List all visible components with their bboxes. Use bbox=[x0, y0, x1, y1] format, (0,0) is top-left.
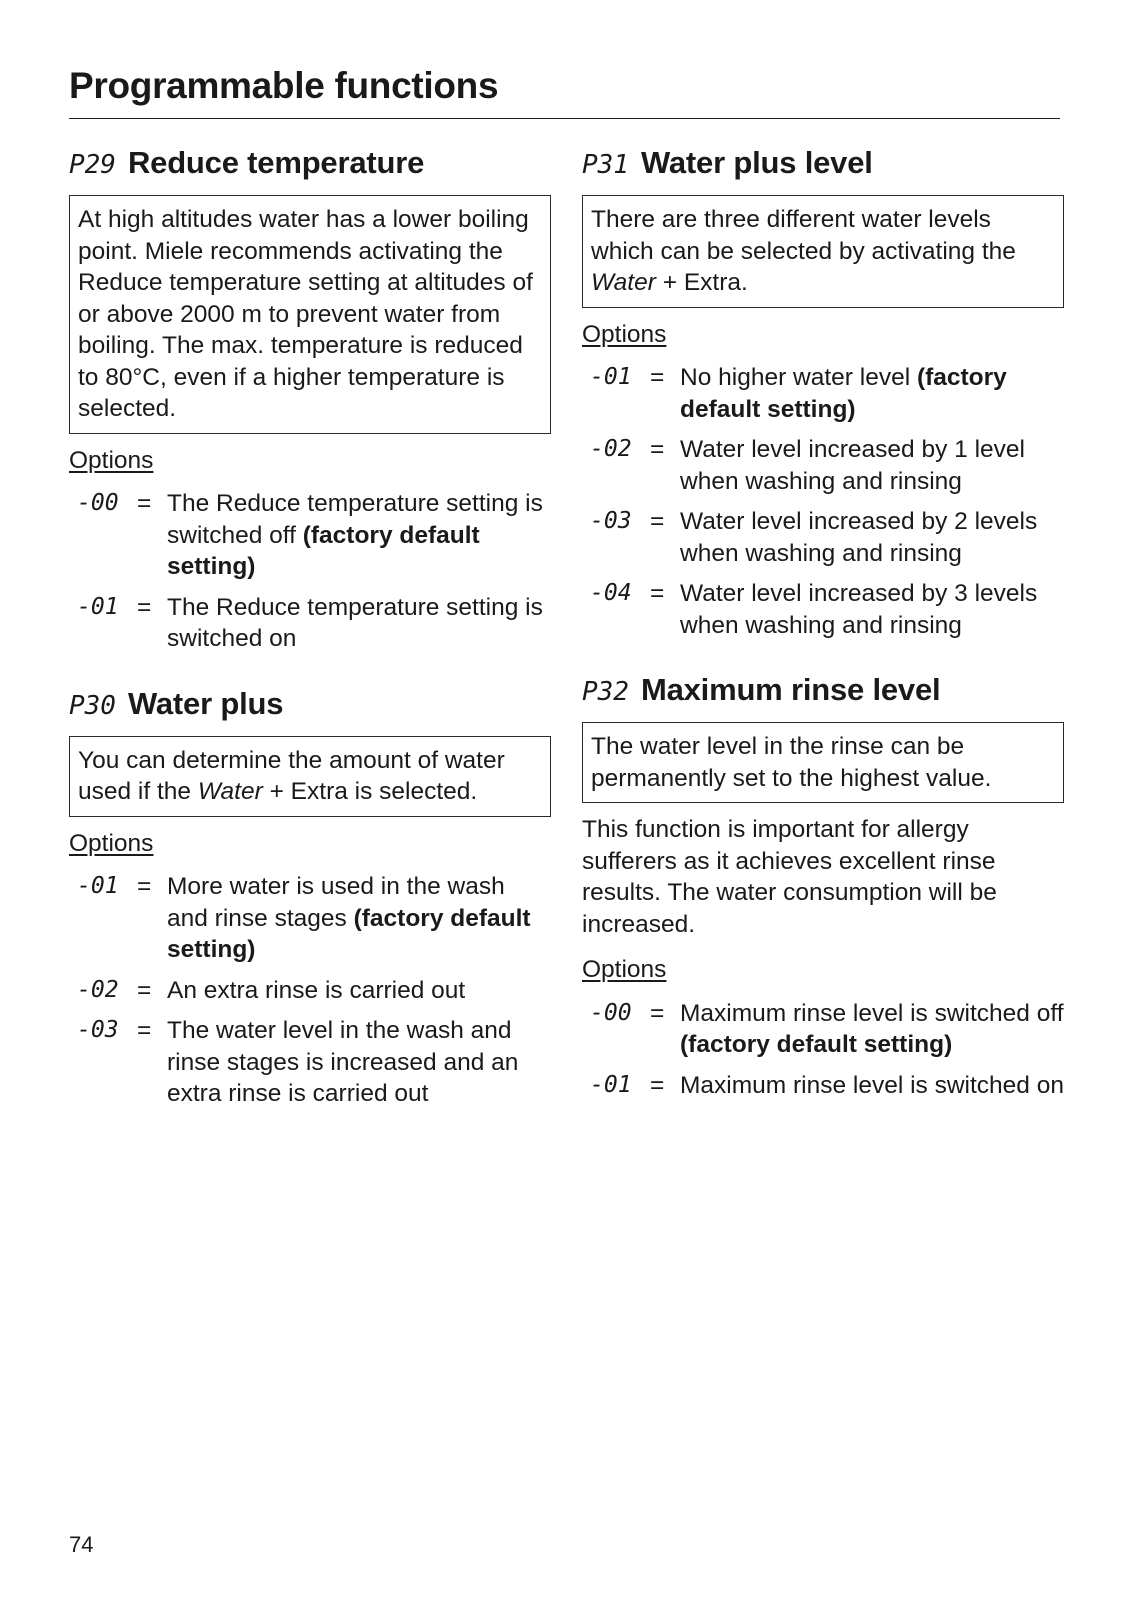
right-column bbox=[582, 144, 1064, 1127]
option-code: -01 bbox=[77, 593, 119, 620]
section-title: Water plus level bbox=[640, 145, 873, 180]
option-default-note: (factory default setting) bbox=[167, 521, 480, 580]
option-code: -02 bbox=[590, 436, 632, 462]
section-p32 bbox=[582, 671, 1064, 1101]
equals-sign: = bbox=[137, 593, 152, 621]
option-default-note: (factory default setting) bbox=[167, 904, 531, 963]
equals-sign: = bbox=[650, 508, 665, 535]
equals-sign: = bbox=[650, 999, 665, 1027]
option-item bbox=[582, 998, 1064, 1061]
option-default-note: (factory default setting) bbox=[680, 1031, 953, 1058]
options-list bbox=[69, 871, 551, 1110]
option-description: An extra rinse is carried out bbox=[167, 976, 466, 1004]
option-item bbox=[582, 1070, 1064, 1102]
option-description: The water level in the wash and rinse stages is increased and an extra rinse is carried out bbox=[167, 1017, 519, 1107]
option-code: -03 bbox=[590, 508, 632, 534]
option-description: Water level increased by 1 level when washing and rinsing bbox=[680, 436, 1025, 495]
info-italic: Water bbox=[591, 269, 656, 296]
info-box: At high altitudes water has a lower boiling point. Miele recommends activating the Reduce temperature setting at altitudes of or above 2000 m to prevent water from boiling. The max. temperature is reduced to 80°C, even if a higher temperature is selected. bbox=[69, 195, 551, 434]
option-description bbox=[680, 362, 1064, 425]
info-text-end: + Extra. bbox=[655, 269, 748, 296]
option-description bbox=[680, 998, 1064, 1061]
option-description: Water level increased by 3 levels when washing and rinsing bbox=[680, 580, 1038, 639]
option-description: Water level increased by 2 levels when washing and rinsing bbox=[680, 508, 1038, 567]
options-list bbox=[582, 998, 1064, 1102]
option-item bbox=[69, 592, 551, 655]
option-code: -00 bbox=[590, 999, 632, 1026]
page-number: 74 bbox=[69, 1532, 94, 1557]
options-label: Options bbox=[582, 320, 667, 348]
section-heading bbox=[582, 671, 1064, 711]
options-list bbox=[582, 362, 1064, 641]
option-code: -04 bbox=[590, 580, 632, 606]
option-code: -02 bbox=[77, 976, 119, 1003]
option-item bbox=[69, 488, 551, 583]
equals-sign: = bbox=[650, 436, 665, 463]
option-item bbox=[69, 871, 551, 966]
section-title: Maximum rinse level bbox=[640, 672, 941, 707]
options-label: Options bbox=[69, 829, 154, 857]
option-item bbox=[582, 434, 1064, 497]
option-description: The Reduce temperature setting is switched on bbox=[167, 593, 543, 652]
section-p29 bbox=[69, 144, 551, 655]
option-item bbox=[582, 506, 1064, 569]
option-code: -03 bbox=[77, 1017, 119, 1043]
option-code: -01 bbox=[77, 873, 119, 899]
equals-sign: = bbox=[137, 873, 152, 900]
option-item bbox=[69, 1015, 551, 1110]
equals-sign: = bbox=[650, 364, 665, 391]
option-item bbox=[582, 578, 1064, 641]
section-p30 bbox=[69, 685, 551, 1110]
equals-sign: = bbox=[137, 976, 152, 1004]
options-label: Options bbox=[582, 956, 667, 983]
option-code: -00 bbox=[77, 490, 119, 516]
section-heading bbox=[582, 144, 1064, 184]
equals-sign: = bbox=[650, 1071, 665, 1099]
body-paragraph: This function is important for allergy sufferers as it achieves excellent rinse results. The water consumption will be increased. bbox=[582, 816, 997, 938]
section-title: Reduce temperature bbox=[127, 145, 425, 180]
section-heading bbox=[69, 685, 551, 725]
section-p31 bbox=[582, 144, 1064, 641]
info-text-end: + Extra is selected. bbox=[262, 778, 478, 805]
equals-sign: = bbox=[137, 490, 152, 517]
option-text: No higher water level bbox=[680, 364, 917, 391]
info-box bbox=[69, 736, 551, 817]
equals-sign: = bbox=[650, 580, 665, 607]
function-code: P31 bbox=[582, 150, 629, 180]
info-box: The water level in the rinse can be permanently set to the highest value. bbox=[582, 722, 1064, 803]
page-title: Programmable functions bbox=[69, 65, 499, 106]
option-description bbox=[167, 488, 551, 583]
info-italic: Water bbox=[197, 778, 263, 805]
left-column bbox=[69, 144, 551, 1136]
option-description bbox=[167, 871, 551, 966]
option-code: -01 bbox=[590, 364, 632, 390]
info-box bbox=[582, 195, 1064, 308]
function-code: P30 bbox=[69, 690, 116, 721]
option-item bbox=[582, 362, 1064, 425]
option-text: More water is used in the wash and rinse stages bbox=[167, 873, 505, 932]
option-default-note: (factory default setting) bbox=[680, 364, 1007, 423]
function-code: P32 bbox=[582, 677, 629, 707]
options-list bbox=[69, 488, 551, 655]
info-text: There are three different water levels which can be selected by activating the bbox=[591, 206, 1016, 265]
option-item bbox=[69, 975, 551, 1007]
info-text: You can determine the amount of water used if the bbox=[78, 746, 505, 805]
equals-sign: = bbox=[137, 1017, 152, 1044]
function-code: P29 bbox=[69, 150, 116, 180]
option-text: The Reduce temperature setting is switched off bbox=[167, 490, 543, 549]
option-description: Maximum rinse level is switched on bbox=[680, 1071, 1064, 1099]
section-heading bbox=[69, 144, 551, 184]
option-text: Maximum rinse level is switched off bbox=[680, 999, 1064, 1027]
option-code: -01 bbox=[590, 1071, 632, 1098]
options-label: Options bbox=[69, 446, 154, 474]
title-divider bbox=[69, 118, 1060, 119]
section-title: Water plus bbox=[127, 685, 284, 721]
